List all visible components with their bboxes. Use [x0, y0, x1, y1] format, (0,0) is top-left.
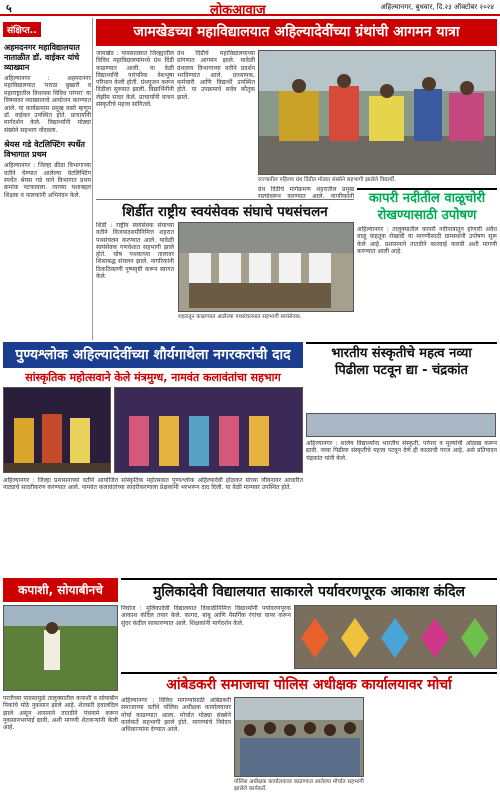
kandil-headline: मुलिकादेवी विद्यालयात साकारले पर्यावरणपूरक आकाश कंदिल — [121, 578, 497, 604]
rss-photo-march — [178, 222, 354, 312]
lead-photo-procession — [258, 50, 496, 175]
morcha-photo-caption: पोलिस अधीक्षक कार्यालयावर काढण्यात आलेल्या मोर्चात सहभागी झालेले कार्यकर्ते. — [234, 779, 364, 792]
culture-photo-students — [306, 413, 496, 437]
culture-headline-line2: पिढीला पटवून द्या - चंद्रकांत — [335, 363, 468, 378]
kandil-photo-lanterns — [294, 605, 497, 669]
crop-loss-headline: कपाशी, सोयाबीनचे — [3, 578, 118, 602]
lead-sub-body: ग्रंथ दिंडीचे मार्गक्रमण शहरातील प्रमुख रस्त्यांवरून करण्यात आले. नागरिकांनी — [258, 186, 354, 200]
sand-theft-headline-line2: रोखण्यासाठी उपोषण — [377, 208, 477, 223]
ahilyadevi-body: अहिल्यानगर : जिल्हा प्रशासनाच्या वतीने आयोजित सांस्कृतिक महोत्सवात पुण्यश्लोक अहिल्यादेवी होळकर यांच्या जीवनावर आधारित नाट्याचे सादरीकरण करण्यात आले. नामवंत कलावंतांच्या सादरीकरणाला प्रेक्षकांनी भरभरून दाद दिली. या वेळी मान्यवर उपस्थित होते. — [3, 477, 303, 492]
crop-body: परतीच्या पावसामुळे तालुक्यातील कपाशी व सोयाबीन पिकांचे मोठे नुकसान झाले आहे. शेतकरी हवालदिल झाले असून शासनाने तातडीने पंचनामे करून नुकसानभरपाई द्यावी, अशी मागणी शेतकऱ्यांनी केली आहे. — [3, 695, 118, 732]
newspaper-brand: लोकआवाज — [210, 3, 266, 18]
rss-photo-caption: शहरातून काढण्यात आलेल्या पथसंचलनात सहभागी स्वयंसेवक. — [178, 314, 302, 320]
ahilyadevi-subhead: सांस्कृतिक महोत्सवाने केले मंत्रमुग्ध, नामवंत कलावंतांचा सहभाग — [25, 371, 281, 384]
culture-body: अहिल्यानगर : शालेय विद्यार्थ्यांना भारतीय संस्कृती, परंपरा व मूल्यांची ओळख करून द्यावी. नव्या पिढीला संस्कृतीचे महत्त्व पटवून देणे ही काळाची गरज आहे, असे प्रतिपादन चंद्रकांत यांनी केले. — [306, 440, 497, 462]
crop-photo-field — [3, 605, 118, 691]
culture-headline-line1: भारतीय संस्कृतीचे महत्व नव्या — [331, 346, 472, 361]
masthead — [0, 0, 500, 16]
sand-theft-body: अहिल्यानगर : तालुक्यातील कापरी नदीपात्रातून होणारी अवैध वाळू वाहतूक रोखावी या मागणीसाठी ग्रामस्थांनी उपोषण सुरू केले आहे. प्रशासनाने तातडीने कारवाई करावी अशी मागणी करण्यात आली आहे. — [357, 226, 497, 255]
lead-body-col2: ग्रंथ दिंडीचे महाविद्यालयाच्या प्रांगणात आगमन झाले. यावेळी ग्रंथालय विभागाच्या वतीने प्रदर्शन भरविण्यात आले. प्राध्यापक, कर्मचारी आणि विद्यार्थी उपस्थित होते. या उपक्रमाचे सर्वत्र कौतुक झाले. — [177, 50, 255, 101]
briefs-tag: संक्षिप्त.. — [3, 22, 41, 37]
ahilyadevi-photo-dance — [114, 387, 303, 473]
rss-body: शिर्डी : राष्ट्रीय स्वयंसेवक संघाच्या वतीने विजयादशमीनिमित्त शहरात पथसंचलन करण्यात आले. यावेळी स्वयंसेवक गणवेशात सहभागी झाले होते. घोष पथकाच्या तालावर शिस्तबद्ध संचलन झाले. नागरिकांनी ठिकठिकाणी पुष्पवृष्टी करून स्वागत केले. — [96, 222, 174, 281]
page-number: ५ — [6, 2, 12, 15]
brief-1-headline: अहमदनगर महाविद्यालयात नाताळीत डॉ. वाईकर यांचे व्याख्यान — [4, 43, 80, 72]
morcha-photo-crowd — [234, 697, 364, 777]
ahilyadevi-photo-stage — [3, 387, 111, 473]
brief-1-body: अहिल्यानगर : अहमदनगर महाविद्यालयात 'मराठा बुखारी व महाराष्ट्रातील विधायक विविध परंपरा' या विषयावर व्याख्यानाचे आयोजन करण्यात आले. या कार्यक्रमास प्रमुख वक्ते म्हणून डॉ. वाईकर उपस्थित होते. प्राचार्यांनी मार्गदर्शन केले. विद्यार्थ्यांनी मोठ्या संख्येने सहभाग नोंदवला. — [4, 75, 91, 134]
brief-2-body: अहिल्यानगर : जिल्हा क्रीडा विभागाच्या वतीने घेण्यात आलेल्या वेटलिफ्टिंग स्पर्धेत श्रेयस गडे याने विभागात प्रथम क्रमांक पटकावला. त्याच्या यशाबद्दल शिक्षक व पालकांनी अभिनंदन केले. — [4, 162, 91, 199]
dateline: अहिल्यानगर, बुधवार, दि.२३ ऑक्टोबर २०२४ — [380, 3, 494, 11]
ahilyadevi-headline: पुण्यश्लोक अहिल्यादेवींच्या शौर्यगाथेला नगरकरांची दाद — [3, 342, 303, 368]
morcha-headline: आंबेडकरी समाजाचा पोलिस अधीक्षक कार्यालयावर मोर्चा — [121, 672, 497, 696]
lead-body-col1: जामखेड : पावसाळ्यात जिल्ह्यातील विविध महाविद्यालयांमध्ये ग्रंथ दिंडी काढण्यात आली. या वेळी विद्यार्थ्यांनी पारंपरिक वेशभूषा परिधान केली होती. ग्रंथपूजन करून दिंडीला सुरुवात झाली. विद्यार्थिनींनी लेझीम सादर केले. प्राचार्यांनी वाचन संस्कृतीचे महत्त्व सांगितले. — [96, 50, 174, 109]
rss-headline: शिर्डीत राष्ट्रीय स्वयंसेवक संघाचे पथसंचलन — [96, 199, 354, 220]
lead-photo-caption: राज्यातील पहिल्या ग्रंथ दिंडीत मोठ्या संख्येने सहभागी झालेले विद्यार्थी. — [258, 177, 396, 183]
briefs-column — [3, 18, 93, 340]
brief-2-headline: श्रेयस गडे वेटलिफ्टिंग स्पर्धेत विभागात प्रथम — [4, 140, 85, 160]
morcha-body: अहिल्यानगर : विविध मागण्यांसाठी आंबेडकरी समाजाच्या वतीने पोलिस अधीक्षक कार्यालयावर मोर्चा काढण्यात आला. मोर्चात मोठ्या संख्येने कार्यकर्ते सहभागी झाले होते. मागण्यांचे निवेदन अधिकाऱ्यांना देण्यात आले. — [121, 697, 231, 734]
kandil-body: निघोज : मुलिकादेवी विद्यालयात दिवाळीनिमित्त विद्यार्थ्यांनी पर्यावरणपूरक आकाश कंदिल तयार केले. कागद, बांबू आणि नैसर्गिक रंगांचा वापर करून सुंदर कंदील साकारण्यात आले. शिक्षकांनी मार्गदर्शन केले. — [121, 605, 291, 627]
culture-headline — [306, 342, 497, 379]
sand-theft-headline-line1: कापरी नदीतील वाळूचोरी — [368, 191, 486, 206]
morcha-body-col2 — [367, 697, 497, 793]
sand-theft-headline — [357, 188, 497, 224]
lead-headline: जामखेडच्या महाविद्यालयात अहिल्यादेवींच्या ग्रंथांची आगमन यात्रा — [96, 19, 497, 46]
